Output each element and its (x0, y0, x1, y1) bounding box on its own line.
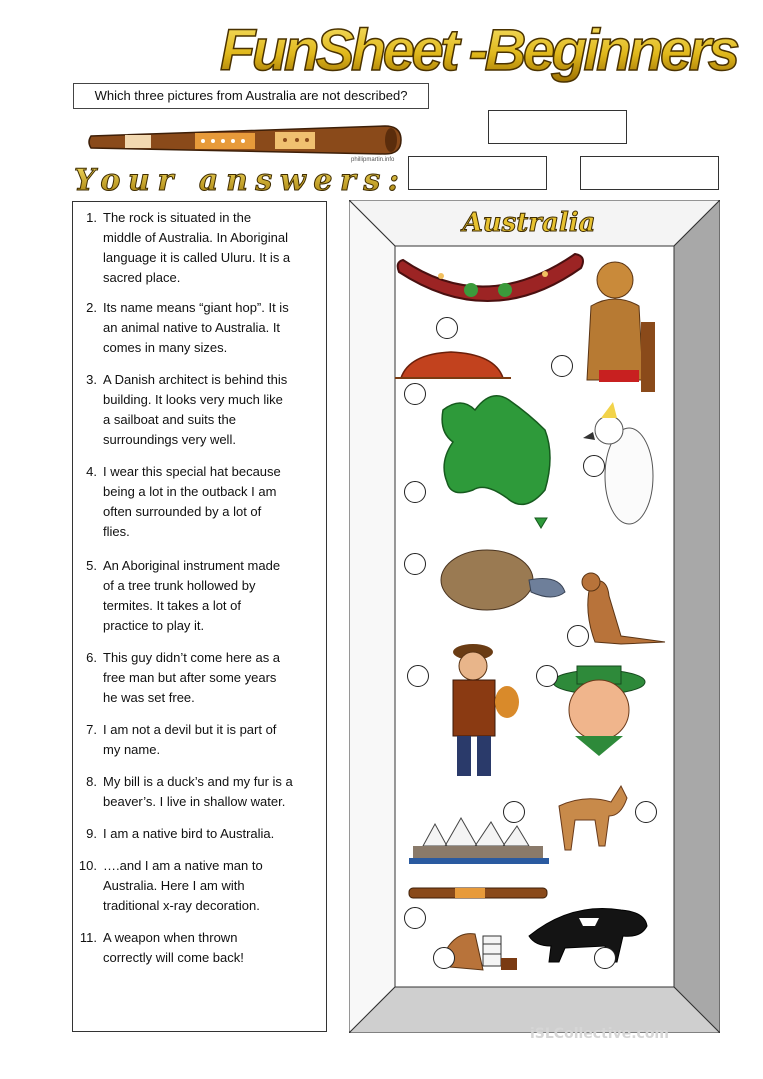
clue-item (86, 648, 303, 708)
answer-circle[interactable] (552, 356, 573, 377)
clue-line: A Danish architect is behind this (103, 372, 288, 387)
clue-number: 1. (86, 210, 97, 225)
didgeridoo-picture (409, 888, 547, 898)
clue-number: 4. (86, 464, 97, 479)
clue-item (86, 370, 303, 450)
clue-line: An Aboriginal instrument made (103, 558, 281, 573)
clue-line: my name. (103, 742, 161, 757)
frame-title: Australia (462, 208, 596, 238)
clue-number: 7. (86, 722, 97, 737)
boomerang-picture (398, 254, 583, 301)
answer-box-2[interactable] (408, 156, 547, 190)
clue-line: termites. It takes a lot of (103, 598, 241, 613)
image-credit: phillipmartin.info (351, 157, 395, 163)
clue-line: I am a native bird to Australia. (103, 826, 275, 841)
answer-circle[interactable] (595, 948, 616, 969)
page-title-text: FunSheet -Beginners (220, 18, 740, 83)
answer-circle[interactable] (434, 948, 455, 969)
your-answers-text: Your answers: (74, 163, 399, 198)
clue-item (86, 824, 303, 844)
uluru-picture (395, 352, 511, 378)
clue-line: I am not a devil but it is part of (103, 722, 277, 737)
answer-circle[interactable] (504, 802, 525, 823)
clue-line: sacred place. (103, 270, 181, 285)
prospector-picture (453, 644, 519, 776)
clue-number: 5. (86, 558, 97, 573)
answer-box-3[interactable] (580, 156, 719, 190)
clue-item (86, 462, 303, 542)
answer-circle[interactable] (437, 318, 458, 339)
clue-line: practice to play it. (103, 618, 205, 633)
answer-circle[interactable] (584, 456, 605, 477)
clue-line: ….and I am a native man to (103, 858, 263, 873)
australia-map-picture (442, 396, 550, 528)
pictures-area (395, 246, 674, 987)
clue-number: 3. (86, 372, 97, 387)
clue-line: an animal native to Australia. It (103, 320, 281, 335)
tasmanian-devil-picture (529, 908, 647, 962)
clue-line: My bill is a duck’s and my fur is a (103, 774, 293, 789)
clue-line: being a lot in the outback I am (103, 484, 277, 499)
clue-item (86, 298, 303, 358)
clue-item (79, 928, 303, 968)
clue-number: 8. (86, 774, 97, 789)
clue-line: of a tree trunk hollowed by (103, 578, 256, 593)
clue-item (86, 772, 303, 812)
clue-line: he was set free. (103, 690, 195, 705)
clue-number: 6. (86, 650, 97, 665)
question-prompt (73, 83, 429, 109)
answer-circle[interactable] (636, 802, 657, 823)
page-title (205, 12, 755, 92)
clue-line: comes in many sizes. (103, 340, 228, 355)
dingo-picture (559, 786, 627, 850)
clue-item (86, 720, 303, 760)
clue-line: often surrounded by a lot of (103, 504, 262, 519)
clue-line: traditional x-ray decoration. (103, 898, 260, 913)
clue-line: This guy didn’t come here as a (103, 650, 281, 665)
clue-line: Australia. Here I am with (103, 878, 245, 893)
clue-item (86, 208, 303, 288)
clue-number: 9. (86, 826, 97, 841)
clue-line: I wear this special hat because (103, 464, 281, 479)
clue-line: a sailboat and suits the (103, 412, 236, 427)
clue-line: flies. (103, 524, 130, 539)
cork-hat-man-picture (553, 666, 645, 756)
clue-item (78, 856, 303, 916)
clue-line: middle of Australia. In Aboriginal (103, 230, 288, 245)
answer-circle[interactable] (405, 908, 426, 929)
opera-house-picture (409, 818, 549, 864)
clue-line: A weapon when thrown (103, 930, 238, 945)
answer-circle[interactable] (405, 384, 426, 405)
watermark: iSLCollective.com (530, 1026, 670, 1042)
answer-circle[interactable] (408, 666, 429, 687)
clue-number: 10. (78, 858, 97, 873)
answer-circle[interactable] (405, 554, 426, 575)
your-answers-heading (70, 160, 410, 198)
clue-line: beaver’s. I live in shallow water. (103, 794, 286, 809)
aboriginal-man-picture (587, 262, 655, 392)
clue-line: free man but after some years (103, 670, 277, 685)
answer-circle[interactable] (537, 666, 558, 687)
answer-circle[interactable] (568, 626, 589, 647)
answer-box-1[interactable] (488, 110, 627, 144)
question-text: Which three pictures from Australia are not described? (94, 88, 408, 103)
clue-line: The rock is situated in the (103, 210, 252, 225)
clue-line: correctly will come back! (103, 950, 244, 965)
clue-line: surroundings very well. (103, 432, 236, 447)
clue-line: language it is called Uluru. It is a (103, 250, 291, 265)
clue-number: 2. (86, 300, 97, 315)
clue-item (86, 556, 303, 636)
kangaroo-picture (582, 573, 665, 644)
clue-line: building. It looks very much like (103, 392, 283, 407)
clue-number: 11. (79, 930, 97, 945)
clues-panel (72, 201, 327, 1032)
clue-line: Its name means “giant hop”. It is (103, 300, 289, 315)
answer-circle[interactable] (405, 482, 426, 503)
platypus-picture (441, 550, 565, 610)
